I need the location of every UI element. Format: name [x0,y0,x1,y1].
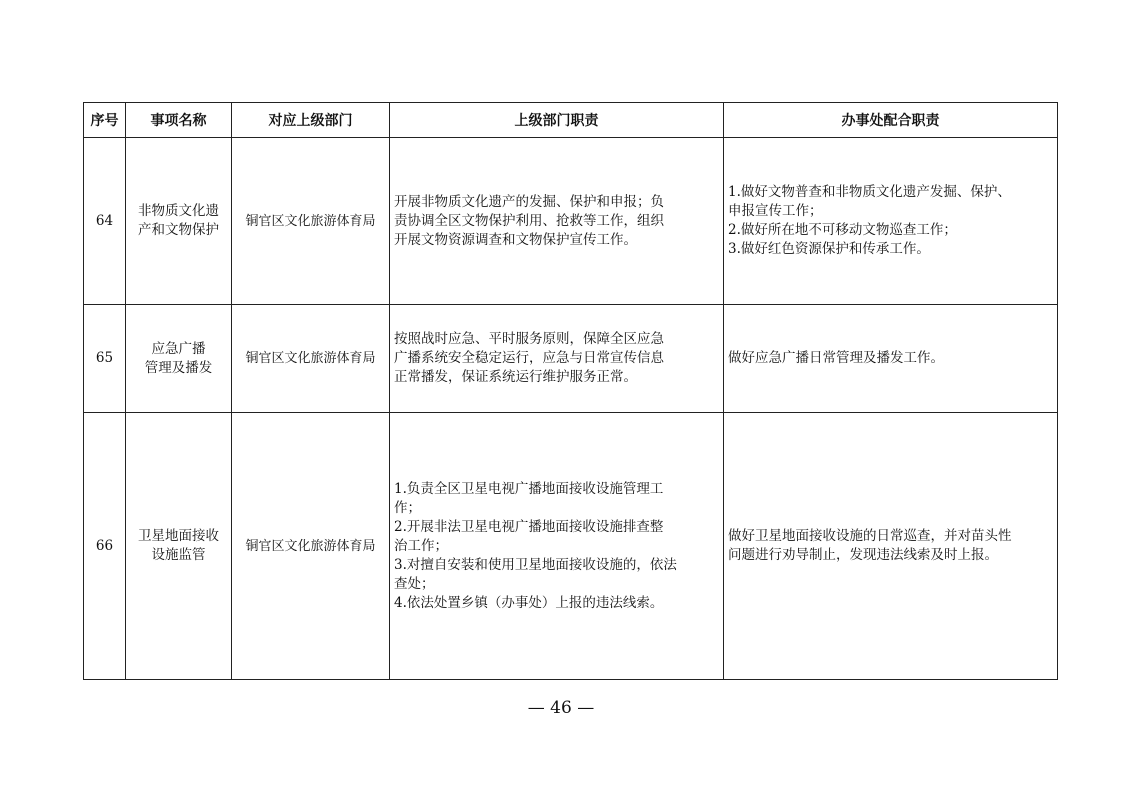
row-office-duty [724,413,1058,680]
coop-line: 问题进行劝导制止，发现违法线索及时上报。 [728,547,998,563]
row-office-duty [724,305,1058,413]
duty-table-container [83,102,1057,680]
duty-line: 治工作； [394,537,448,554]
duty-line: 开展非物质文化遗产的发掘、保护和申报；负 [394,193,664,210]
row-superior-duty [390,138,724,305]
row-item-name [126,413,232,680]
coop-line: 做好应急广播日常管理及播发工作。 [728,350,944,366]
duty-line: 开展文物资源调查和文物保护宣传工作。 [394,231,637,248]
duty-line: 正常播发，保证系统运行维护服务正常。 [394,369,637,385]
duty-line: 查处； [394,575,435,592]
header-superior-dept: 对应上级部门 [232,103,390,138]
coop-line: 2.做好所在地不可移动文物巡查工作； [728,222,957,238]
header-seq: 序号 [84,103,126,138]
duty-line: 广播系统安全稳定运行，应急与日常宣传信息 [394,350,664,366]
coop-line: 3.做好红色资源保护和传承工作。 [728,241,930,257]
table-row [84,305,1058,413]
duty-line: 作； [394,499,421,516]
row-dept: 铜官区文化旅游体育局 [232,413,390,680]
row-office-duty [724,138,1058,305]
coop-line: 申报宣传工作； [728,203,823,219]
item-name-line: 产和文物保护 [138,222,219,238]
coop-line: 做好卫星地面接收设施的日常巡查，并对苗头性 [728,528,1012,544]
row-seq: 66 [84,413,126,680]
duty-line: 4.依法处置乡镇（办事处）上报的违法线索。 [394,594,664,611]
duty-line: 3.对擅自安装和使用卫星地面接收设施的，依法 [394,556,677,573]
duty-line: 1.负责全区卫星电视广播地面接收设施管理工 [394,480,664,497]
row-item-name [126,305,232,413]
duty-line: 按照战时应急、平时服务原则，保障全区应急 [394,331,664,347]
row-dept: 铜官区文化旅游体育局 [232,305,390,413]
item-name-line: 管理及播发 [144,359,213,376]
item-name-line: 设施监管 [151,547,206,563]
page-number: — 46 — [527,698,595,718]
duty-line: 责协调全区文物保护利用、抢救等工作，组织 [394,212,664,229]
row-item-name [126,138,232,305]
row-dept: 铜官区文化旅游体育局 [232,138,390,305]
row-superior-duty [390,305,724,413]
table-row [84,413,1058,680]
table-row [84,138,1058,305]
row-seq: 65 [84,305,126,413]
row-seq: 64 [84,138,126,305]
row-superior-duty [390,413,724,680]
duty-table [83,102,1058,680]
table-header-row [84,103,1058,138]
header-item-name: 事项名称 [126,103,232,138]
duty-line: 2.开展非法卫星电视广播地面接收设施排查整 [394,518,664,535]
header-superior-duty: 上级部门职责 [390,103,724,138]
item-name-line: 应急广播 [151,340,206,357]
item-name-line: 卫星地面接收 [138,528,219,544]
header-office-duty: 办事处配合职责 [724,103,1058,138]
coop-line: 1.做好文物普查和非物质文化遗产发掘、保护、 [728,184,1011,200]
item-name-line: 非物质文化遗 [138,203,219,219]
